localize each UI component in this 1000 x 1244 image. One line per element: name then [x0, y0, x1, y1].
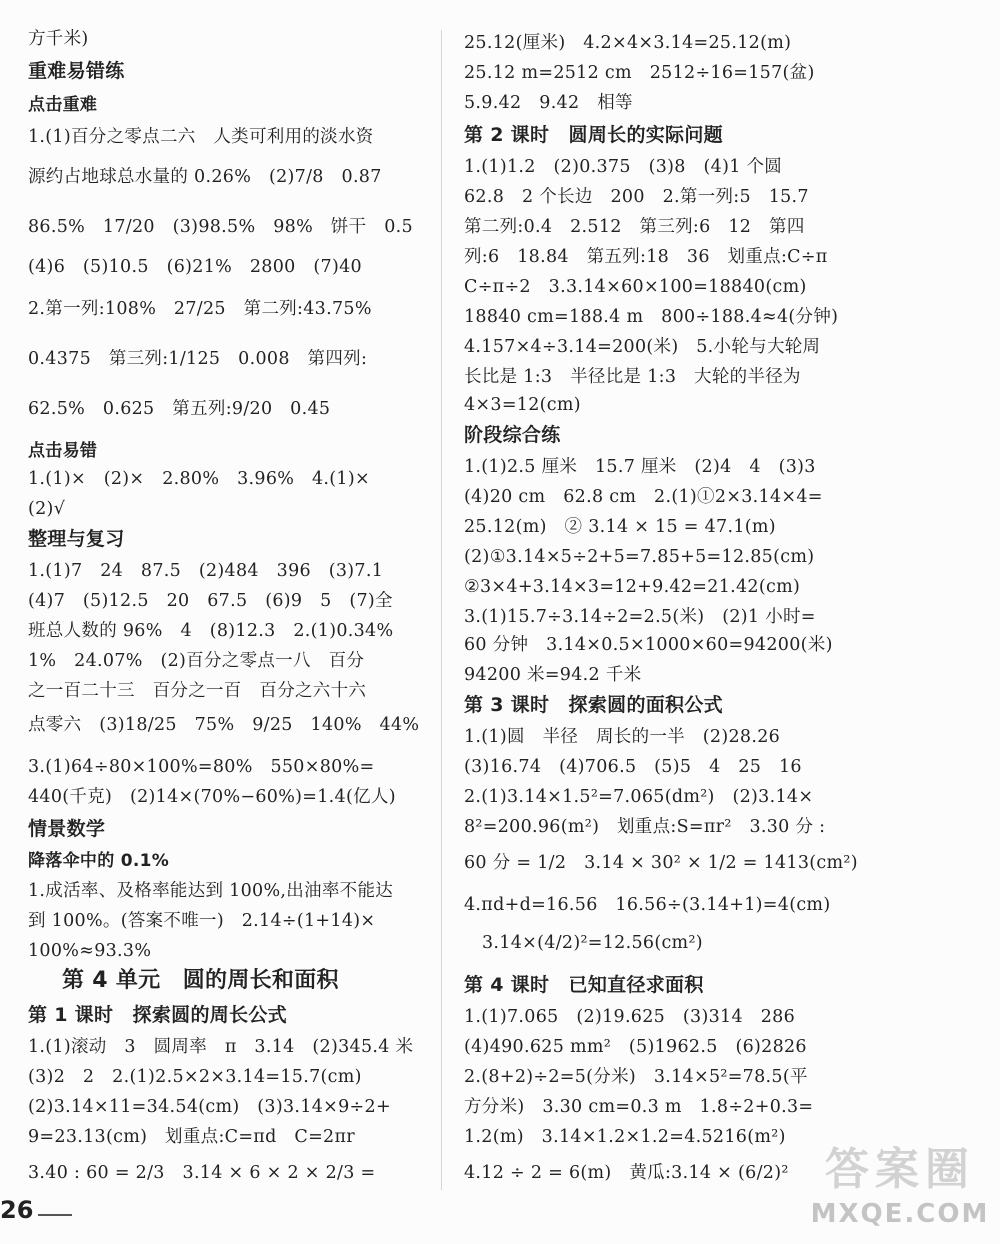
answer-line: 60 分钟 3.14×0.5×1000×60=94200(米) — [464, 635, 833, 655]
text-line: 方千米) — [28, 29, 89, 49]
answer-line: 9=23.13(cm) 划重点:C=πd C=2πr — [28, 1127, 355, 1147]
lesson-heading: 第 1 课时 探索圆的周长公式 — [28, 1004, 287, 1026]
right-column — [464, 26, 984, 1194]
answer-line: 列:6 18.84 第五列:18 36 划重点:C÷π — [464, 247, 828, 267]
answer-line: 8²=200.96(m²) 划重点:S=πr² 3.30 分 : — [464, 817, 826, 837]
watermark — [810, 1140, 990, 1240]
answer-line: (4)490.625 mm² (5)1962.5 (6)2826 — [464, 1037, 807, 1057]
answer-line: 1.成活率、及格率能达到 100%,出油率不能达 — [28, 881, 394, 901]
section-heading: 重难易错练 — [28, 60, 125, 82]
answer-line: (2)√ — [28, 499, 66, 519]
answer-line: 2.(8+2)÷2=5(分米) 3.14×5²=78.5(平 — [464, 1067, 808, 1087]
answer-line: 2.(1)3.14×1.5²=7.065(dm²) (2)3.14× — [464, 787, 814, 807]
answer-line: 1.(1)滚动 3 圆周率 π 3.14 (2)345.4 米 — [28, 1037, 414, 1057]
answer-line: 3.(1)64÷80×100%=80% 550×80%= — [28, 757, 375, 777]
answer-line: 5.9.42 9.42 相等 — [464, 93, 633, 113]
answer-line: (4)6 (5)10.5 (6)21% 2800 (7)40 — [28, 257, 362, 277]
answer-line: C÷π÷2 3.3.14×60×100=18840(cm) — [464, 277, 807, 297]
answer-line: 4.157×4÷3.14=200(米) 5.小轮与大轮周 — [464, 337, 821, 357]
answer-line: 点零六 (3)18/25 75% 9/25 140% 44% — [28, 715, 420, 735]
answer-line: 班总人数的 96% 4 (8)12.3 2.(1)0.34% — [28, 621, 394, 641]
left-column — [28, 26, 428, 1194]
column-divider — [441, 30, 442, 1190]
answer-line: 62.8 2 个长边 200 2.第一列:5 15.7 — [464, 187, 809, 207]
page-number-dash — [38, 1214, 72, 1216]
answer-line: 440(千克) (2)14×(70%−60%)=1.4(亿人) — [28, 787, 396, 807]
answer-line: 25.12 m=2512 cm 2512÷16=157(盆) — [464, 63, 815, 83]
section-heading: 整理与复习 — [28, 528, 125, 550]
answer-line: 1.(1)2.5 厘米 15.7 厘米 (2)4 4 (3)3 — [464, 457, 816, 477]
answer-line: 方分米) 3.30 cm=0.3 m 1.8÷2+0.3= — [464, 1097, 814, 1117]
answer-line: ②3×4+3.14×3=12+9.42=21.42(cm) — [464, 577, 801, 597]
answer-line: 62.5% 0.625 第五列:9/20 0.45 — [28, 399, 331, 419]
answer-line: 第二列:0.4 2.512 第三列:6 12 第四 — [464, 217, 805, 237]
answer-line: 3.40 : 60 = 2/3 3.14 × 6 × 2 × 2/3 = — [28, 1163, 376, 1183]
answer-line: 18840 cm=188.4 m 800÷188.4≈4(分钟) — [464, 307, 839, 327]
section-heading: 情景数学 — [28, 818, 106, 840]
answer-line: (3)2 2 2.(1)2.5×2×3.14=15.7(cm) — [28, 1067, 362, 1087]
answer-line: 长比是 1:3 半径比是 1:3 大轮的半径为 — [464, 367, 801, 387]
watermark-url: MXQE.COM — [810, 1199, 990, 1229]
subsection-heading: 点击易错 — [28, 441, 98, 461]
answer-line: 4.πd+d=16.56 16.56÷(3.14+1)=4(cm) — [464, 895, 831, 915]
answer-line: 0.4375 第三列:1/125 0.008 第四列: — [28, 349, 368, 369]
answer-line: 25.12(厘米) 4.2×4×3.14=25.12(m) — [464, 33, 792, 53]
unit-heading: 第 4 单元 圆的周长和面积 — [62, 968, 339, 993]
watermark-logo-text: 答案圈 — [825, 1144, 975, 1195]
answer-line: 1.(1)7 24 87.5 (2)484 396 (3)7.1 — [28, 561, 384, 581]
answer-line: 之一百二十三 百分之一百 百分之六十六 — [28, 681, 367, 701]
answer-line: 4×3=12(cm) — [464, 395, 581, 415]
answer-line: 1.(1)1.2 (2)0.375 (3)8 (4)1 个圆 — [464, 157, 783, 177]
answer-line: 1.2(m) 3.14×1.2×1.2=4.5216(m²) — [464, 1127, 786, 1147]
answer-line: 25.12(m) ② 3.14 × 15 = 47.1(m) — [464, 517, 776, 537]
answer-line: 4.12 ÷ 2 = 6(m) 黄瓜:3.14 × (6/2)² — [464, 1163, 789, 1183]
subsection-heading: 点击重难 — [28, 95, 98, 115]
answer-line: 3.(1)15.7÷3.14÷2=2.5(米) (2)1 小时= — [464, 607, 816, 627]
answer-line: 86.5% 17/20 (3)98.5% 98% 饼干 0.5 — [28, 217, 413, 237]
answer-line: 1.(1)圆 半径 周长的一半 (2)28.26 — [464, 727, 781, 747]
answer-line: 1.(1)× (2)× 2.80% 3.96% 4.(1)× — [28, 469, 370, 489]
answer-line: 到 100%。(答案不唯一) 2.14÷(1+14)× — [28, 911, 376, 931]
lesson-heading: 第 4 课时 已知直径求面积 — [464, 974, 704, 996]
answer-line: 2.第一列:108% 27/25 第二列:43.75% — [28, 299, 372, 319]
answer-line: (3)16.74 (4)706.5 (5)5 4 25 16 — [464, 757, 802, 777]
answer-line: (2)3.14×11=34.54(cm) (3)3.14×9÷2+ — [28, 1097, 391, 1117]
answer-line: 100%≈93.3% — [28, 941, 152, 961]
answer-line: 1.(1)7.065 (2)19.625 (3)314 286 — [464, 1007, 795, 1027]
section-heading: 阶段综合练 — [464, 424, 561, 446]
page-number: 26 — [0, 1196, 34, 1224]
answer-line: (4)7 (5)12.5 20 67.5 (6)9 5 (7)全 — [28, 591, 393, 611]
answer-line: 60 分 = 1/2 3.14 × 30² × 1/2 = 1413(cm²) — [464, 853, 858, 873]
answer-line: 94200 米=94.2 千米 — [464, 665, 642, 685]
lesson-heading: 第 2 课时 圆周长的实际问题 — [464, 124, 723, 146]
answer-line: 1.(1)百分之零点二六 人类可利用的淡水资 — [28, 127, 374, 147]
subsection-heading: 降落伞中的 0.1% — [28, 851, 170, 871]
answer-line: 1% 24.07% (2)百分之零点一八 百分 — [28, 651, 365, 671]
answer-line: 源约占地球总水量的 0.26% (2)7/8 0.87 — [28, 167, 382, 187]
lesson-heading: 第 3 课时 探索圆的面积公式 — [464, 694, 723, 716]
answer-line: (4)20 cm 62.8 cm 2.(1)①2×3.14×4= — [464, 487, 823, 507]
answer-line: (2)①3.14×5÷2+5=7.85+5=12.85(cm) — [464, 547, 815, 567]
answer-line: 3.14×(4/2)²=12.56(cm²) — [482, 933, 703, 953]
